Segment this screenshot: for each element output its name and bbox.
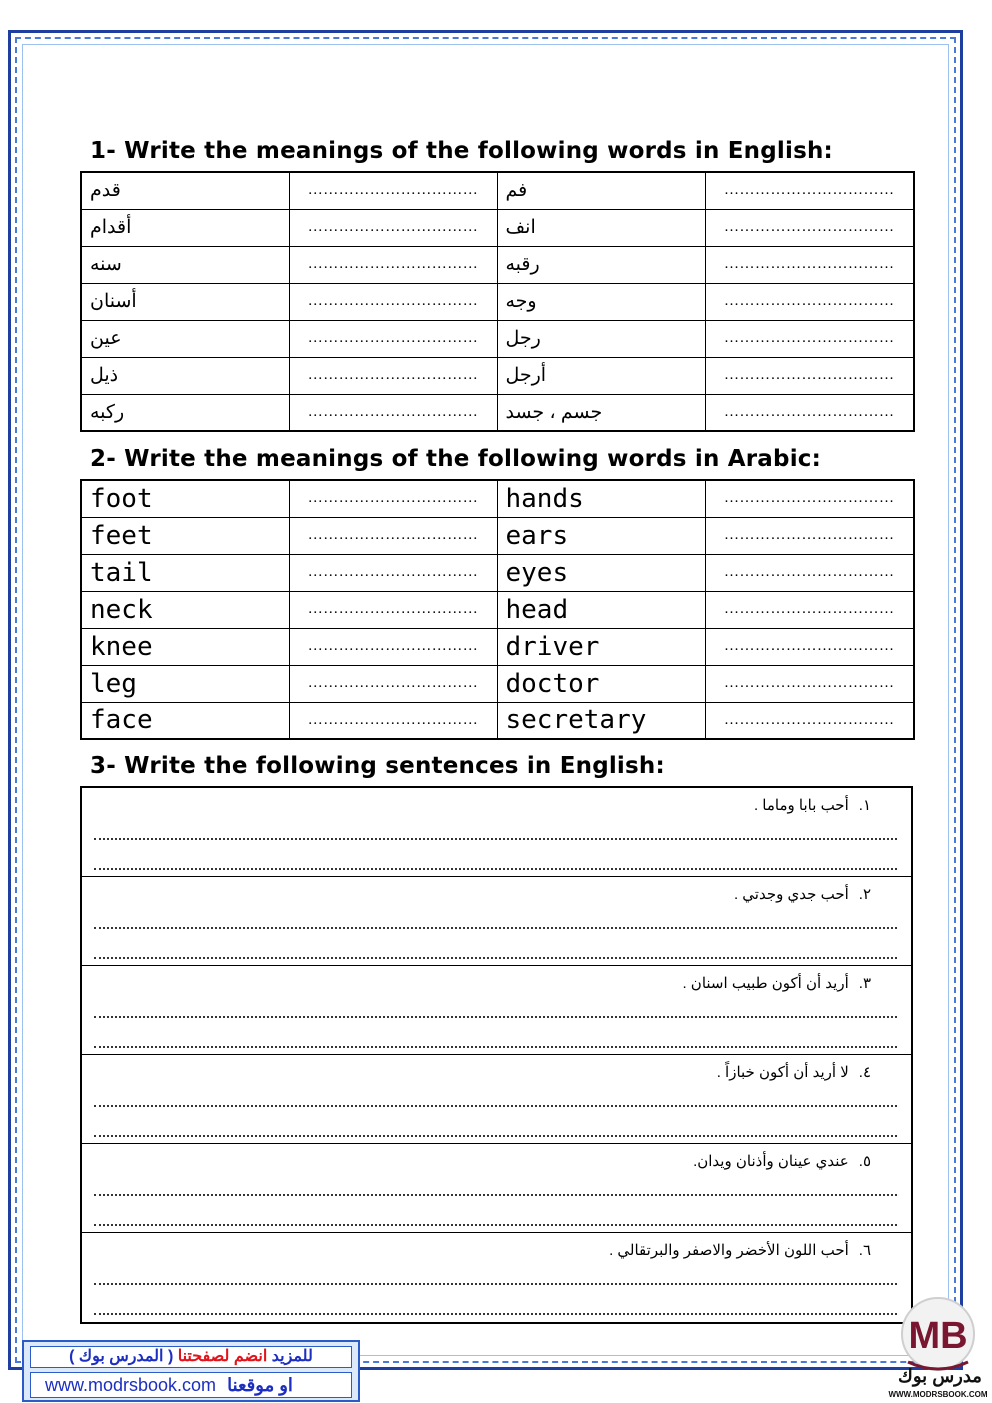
sentence-item xyxy=(82,1233,911,1322)
logo-name: مدرس بوك xyxy=(898,1366,982,1386)
table-row xyxy=(81,172,914,209)
table-row xyxy=(81,517,914,554)
answer-cell[interactable]: …………………………… xyxy=(289,172,497,209)
sentence-number: ٤. xyxy=(858,1064,871,1081)
word-cell: وجه xyxy=(497,283,705,320)
table-row xyxy=(81,628,914,665)
answer-cell[interactable]: …………………………… xyxy=(705,394,914,431)
word-cell: ركبه xyxy=(81,394,289,431)
answer-cell[interactable]: …………………………… xyxy=(705,357,914,394)
word-cell: leg xyxy=(81,665,289,702)
word-cell: neck xyxy=(81,591,289,628)
table-row xyxy=(81,702,914,739)
table-row xyxy=(81,283,914,320)
sentence-text: أحب اللون الأخضر والاصفر والبرتقالي . xyxy=(609,1242,849,1259)
word-cell: ذيل xyxy=(81,357,289,394)
sentence-prompt xyxy=(734,885,871,903)
word-cell: انف xyxy=(497,209,705,246)
table-row xyxy=(81,357,914,394)
answer-cell[interactable]: …………………………… xyxy=(705,628,914,665)
sentence-number: ٢. xyxy=(858,886,871,903)
word-cell: رجل xyxy=(497,320,705,357)
answer-cell[interactable]: …………………………… xyxy=(705,320,914,357)
answer-cell[interactable]: …………………………… xyxy=(289,517,497,554)
sentence-item xyxy=(82,1144,911,1233)
sentence-number: ٣. xyxy=(858,975,871,992)
table-row xyxy=(81,480,914,517)
section2-table xyxy=(80,479,915,740)
answer-cell[interactable]: …………………………… xyxy=(289,320,497,357)
answer-cell[interactable]: …………………………… xyxy=(289,591,497,628)
answer-cell[interactable]: …………………………… xyxy=(705,702,914,739)
word-cell: جسم ، جسد xyxy=(497,394,705,431)
sentence-item xyxy=(82,877,911,966)
banner-or-text: او موقعنا xyxy=(227,1375,293,1395)
answer-cell[interactable]: …………………………… xyxy=(705,283,914,320)
word-cell: doctor xyxy=(497,665,705,702)
sentence-prompt xyxy=(609,1241,871,1259)
answer-cell[interactable]: …………………………… xyxy=(705,480,914,517)
sentence-text: أريد أن أكون طبيب اسنان . xyxy=(682,975,849,992)
answer-cell[interactable]: …………………………… xyxy=(705,209,914,246)
answer-cell[interactable]: …………………………… xyxy=(289,702,497,739)
sentence-item xyxy=(82,788,911,877)
answer-line[interactable] xyxy=(94,957,897,959)
word-cell: knee xyxy=(81,628,289,665)
section2-heading: 2- Write the meanings of the following words in Arabic: xyxy=(90,446,822,472)
answer-cell[interactable]: …………………………… xyxy=(705,665,914,702)
sentence-text: أحب جدي وجدتي . xyxy=(733,886,849,903)
answer-line[interactable] xyxy=(94,1194,897,1196)
word-cell: hands xyxy=(497,480,705,517)
answer-cell[interactable]: …………………………… xyxy=(289,394,497,431)
word-cell: أقدام xyxy=(81,209,289,246)
answer-cell[interactable]: …………………………… xyxy=(705,554,914,591)
sentence-number: ١. xyxy=(858,797,871,814)
word-cell: فم xyxy=(497,172,705,209)
table-row xyxy=(81,246,914,283)
word-cell: feet xyxy=(81,517,289,554)
banner-more-text: للمزيد xyxy=(271,1348,313,1365)
sentence-text: أحب بابا وماما . xyxy=(753,797,849,814)
answer-line[interactable] xyxy=(94,868,897,870)
word-cell: face xyxy=(81,702,289,739)
section3-heading: 3- Write the following sentences in English: xyxy=(90,753,665,779)
banner-url-link[interactable]: www.modrsbook.com xyxy=(45,1375,217,1395)
answer-line[interactable] xyxy=(94,1283,897,1285)
banner-url-line[interactable] xyxy=(30,1372,352,1398)
table-row xyxy=(81,591,914,628)
answer-cell[interactable]: …………………………… xyxy=(289,665,497,702)
answer-cell[interactable]: …………………………… xyxy=(289,283,497,320)
sentence-prompt xyxy=(693,1152,871,1170)
sentence-item xyxy=(82,1055,911,1144)
answer-line[interactable] xyxy=(94,1016,897,1018)
table-row xyxy=(81,320,914,357)
answer-cell[interactable]: …………………………… xyxy=(289,628,497,665)
answer-cell[interactable]: …………………………… xyxy=(705,517,914,554)
sentences-box xyxy=(80,786,913,1324)
answer-line[interactable] xyxy=(94,1224,897,1226)
answer-line[interactable] xyxy=(94,927,897,929)
section1-table xyxy=(80,171,915,432)
word-cell: ears xyxy=(497,517,705,554)
table-row xyxy=(81,665,914,702)
sentence-prompt xyxy=(682,974,871,992)
sentence-number: ٥. xyxy=(858,1153,871,1170)
word-cell: tail xyxy=(81,554,289,591)
answer-line[interactable] xyxy=(94,1046,897,1048)
answer-line[interactable] xyxy=(94,1313,897,1315)
banner-page-text: ( المدرس بوك ) xyxy=(69,1348,174,1365)
banner-join-line[interactable] xyxy=(30,1346,352,1368)
word-cell: سنه xyxy=(81,246,289,283)
sentence-prompt xyxy=(754,796,871,814)
footer-banner[interactable] xyxy=(22,1340,360,1402)
sentence-text: عندي عينان وأذنان ويدان. xyxy=(693,1153,849,1170)
answer-line[interactable] xyxy=(94,838,897,840)
word-cell: foot xyxy=(81,480,289,517)
word-cell: أسنان xyxy=(81,283,289,320)
word-cell: رقبه xyxy=(497,246,705,283)
word-cell: eyes xyxy=(497,554,705,591)
sentence-number: ٦. xyxy=(858,1242,871,1259)
sentence-prompt xyxy=(717,1063,871,1081)
word-cell: secretary xyxy=(497,702,705,739)
answer-cell[interactable]: …………………………… xyxy=(289,209,497,246)
table-row xyxy=(81,394,914,431)
answer-cell[interactable]: …………………………… xyxy=(705,246,914,283)
answer-cell[interactable]: …………………………… xyxy=(705,591,914,628)
answer-cell[interactable]: …………………………… xyxy=(289,357,497,394)
section1-heading: 1- Write the meanings of the following words in English: xyxy=(90,138,833,164)
svg-text:MB: MB xyxy=(908,1315,968,1357)
table-row xyxy=(81,554,914,591)
answer-cell[interactable]: …………………………… xyxy=(289,246,497,283)
banner-join-text: انضم لصفحتنا xyxy=(177,1348,268,1365)
answer-cell[interactable]: …………………………… xyxy=(705,172,914,209)
logo-url: WWW.MODRSBOOK.COM xyxy=(888,1390,988,1399)
answer-cell[interactable]: …………………………… xyxy=(289,554,497,591)
answer-cell[interactable]: …………………………… xyxy=(289,480,497,517)
sentence-item xyxy=(82,966,911,1055)
answer-line[interactable] xyxy=(94,1105,897,1107)
word-cell: أرجل xyxy=(497,357,705,394)
word-cell: head xyxy=(497,591,705,628)
word-cell: driver xyxy=(497,628,705,665)
sentence-text: لا أريد أن أكون خبازاً . xyxy=(716,1064,849,1081)
table-row xyxy=(81,209,914,246)
answer-line[interactable] xyxy=(94,1135,897,1137)
word-cell: قدم xyxy=(81,172,289,209)
word-cell: عين xyxy=(81,320,289,357)
